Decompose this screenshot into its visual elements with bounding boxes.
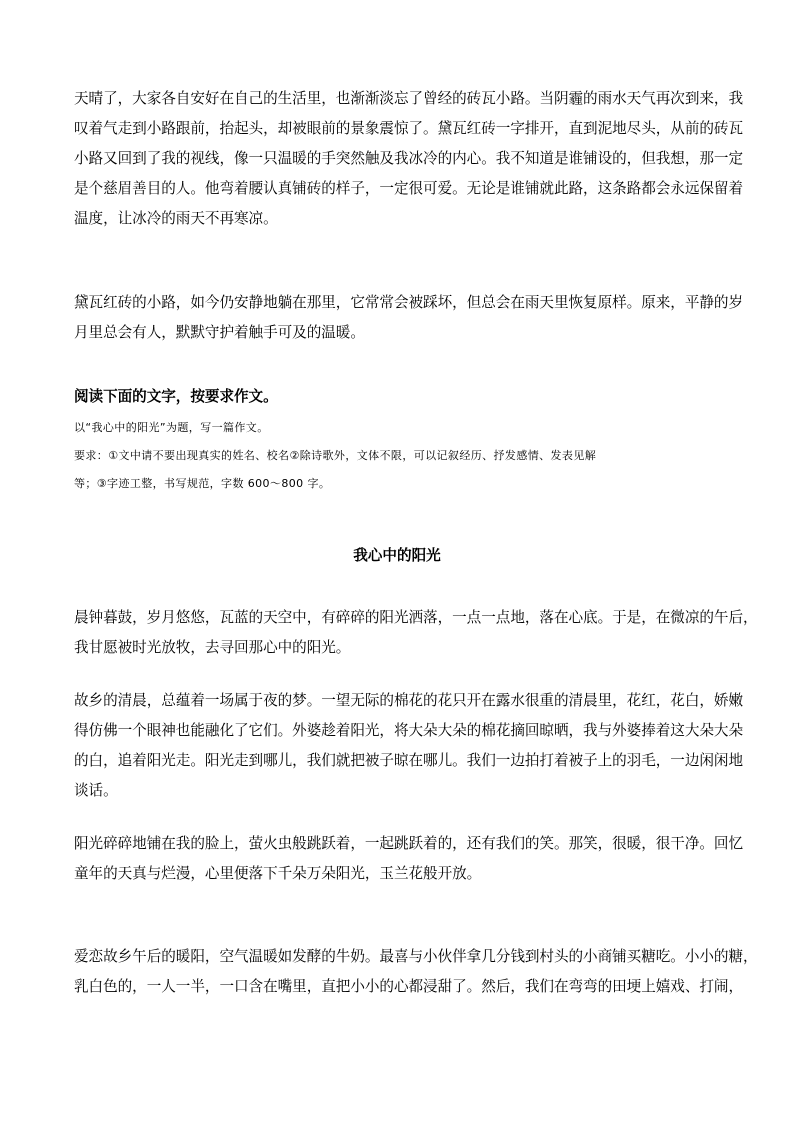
essay-paragraph-3 — [74, 829, 744, 889]
passage-paragraph-2 — [74, 288, 744, 348]
text-line: 乳白色的，一人一半，一口含在嘴里，直把小小的心都浸甜了。然后，我们在弯弯的田埂上嬉戏、打闹， — [74, 978, 744, 995]
task-requirement-line: 等；③字迹工整，书写规范，字数 600～800 字。 — [74, 477, 331, 490]
text-line: 的白，追着阳光走。阳光走到哪儿，我们就把被子晾在哪儿。我们一边拍打着被子上的羽毛，一边闲闲地 — [74, 752, 744, 769]
task-heading — [74, 382, 728, 412]
essay-paragraph-2 — [74, 686, 744, 806]
text-line: 爱恋故乡午后的暖阳，空气温暖如发酵的牛奶。最喜与小伙伴拿几分钱到村头的小商铺买糖吃。小小的糖， — [74, 948, 758, 965]
text-line: 温度，让冰冷的雨天不再寒凉。 — [74, 210, 278, 227]
passage-paragraph-1 — [74, 84, 744, 234]
essay-paragraph-1 — [74, 603, 758, 663]
text-line: 童年的天真与烂漫，心里便落下千朵万朵阳光，玉兰花般开放。 — [74, 865, 482, 882]
essay-paragraph-4 — [74, 942, 758, 1002]
text-line: 是个慈眉善目的人。他弯着腰认真铺砖的样子，一定很可爱。无论是谁铺就此路，这条路都会永远保留着 — [74, 180, 744, 197]
text-line: 月里总会有人，默默守护着触手可及的温暖。 — [74, 324, 365, 341]
task-heading-text: 阅读下面的文字，按要求作文。 — [74, 388, 278, 405]
text-line: 故乡的清晨，总蕴着一场属于夜的梦。一望无际的棉花的花只开在露水很重的清晨里，花红，花白，娇嫩 — [74, 692, 744, 709]
text-line: 晨钟暮鼓，岁月悠悠，瓦蓝的天空中，有碎碎的阳光洒落，一点一点地，落在心底。于是，在微凉的午后， — [74, 609, 758, 626]
text-line: 小路又回到了我的视线，像一只温暖的手突然触及我冰冷的内心。我不知道是谁铺设的，但我想，那一定 — [74, 150, 744, 167]
essay-title: 我心中的阳光 — [353, 547, 441, 564]
task-instructions — [74, 414, 728, 498]
text-line: 谈话。 — [74, 782, 118, 799]
text-line: 黛瓦红砖的小路，如今仍安静地躺在那里，它常常会被踩坏，但总会在雨天里恢复原样。原来，平静的岁 — [74, 294, 744, 311]
text-line: 得仿佛一个眼神也能融化了它们。外婆趁着阳光，将大朵大朵的棉花摘回晾晒，我与外婆捧着这大朵大朵 — [74, 722, 744, 739]
text-line: 叹着气走到小路跟前，抬起头，却被眼前的景象震惊了。黛瓦红砖一字排开，直到泥地尽头，从前的砖瓦 — [74, 120, 744, 137]
text-line: 我甘愿被时光放牧，去寻回那心中的阳光。 — [74, 639, 351, 656]
task-prompt: 以“我心中的阳光”为题，写一篇作文。 — [74, 421, 269, 434]
text-line: 天晴了，大家各自安好在自己的生活里，也渐渐淡忘了曾经的砖瓦小路。当阴霾的雨水天气再次到来，我 — [74, 90, 744, 107]
task-requirement-line: 要求：①文中请不要出现真实的姓名、校名②除诗歌外，文体不限，可以记叙经历、抒发感情、发表见解 — [74, 449, 597, 462]
text-line: 阳光碎碎地铺在我的脸上，萤火虫般跳跃着，一起跳跃着的，还有我们的笑。那笑，很暖，很干净。回忆 — [74, 835, 744, 852]
